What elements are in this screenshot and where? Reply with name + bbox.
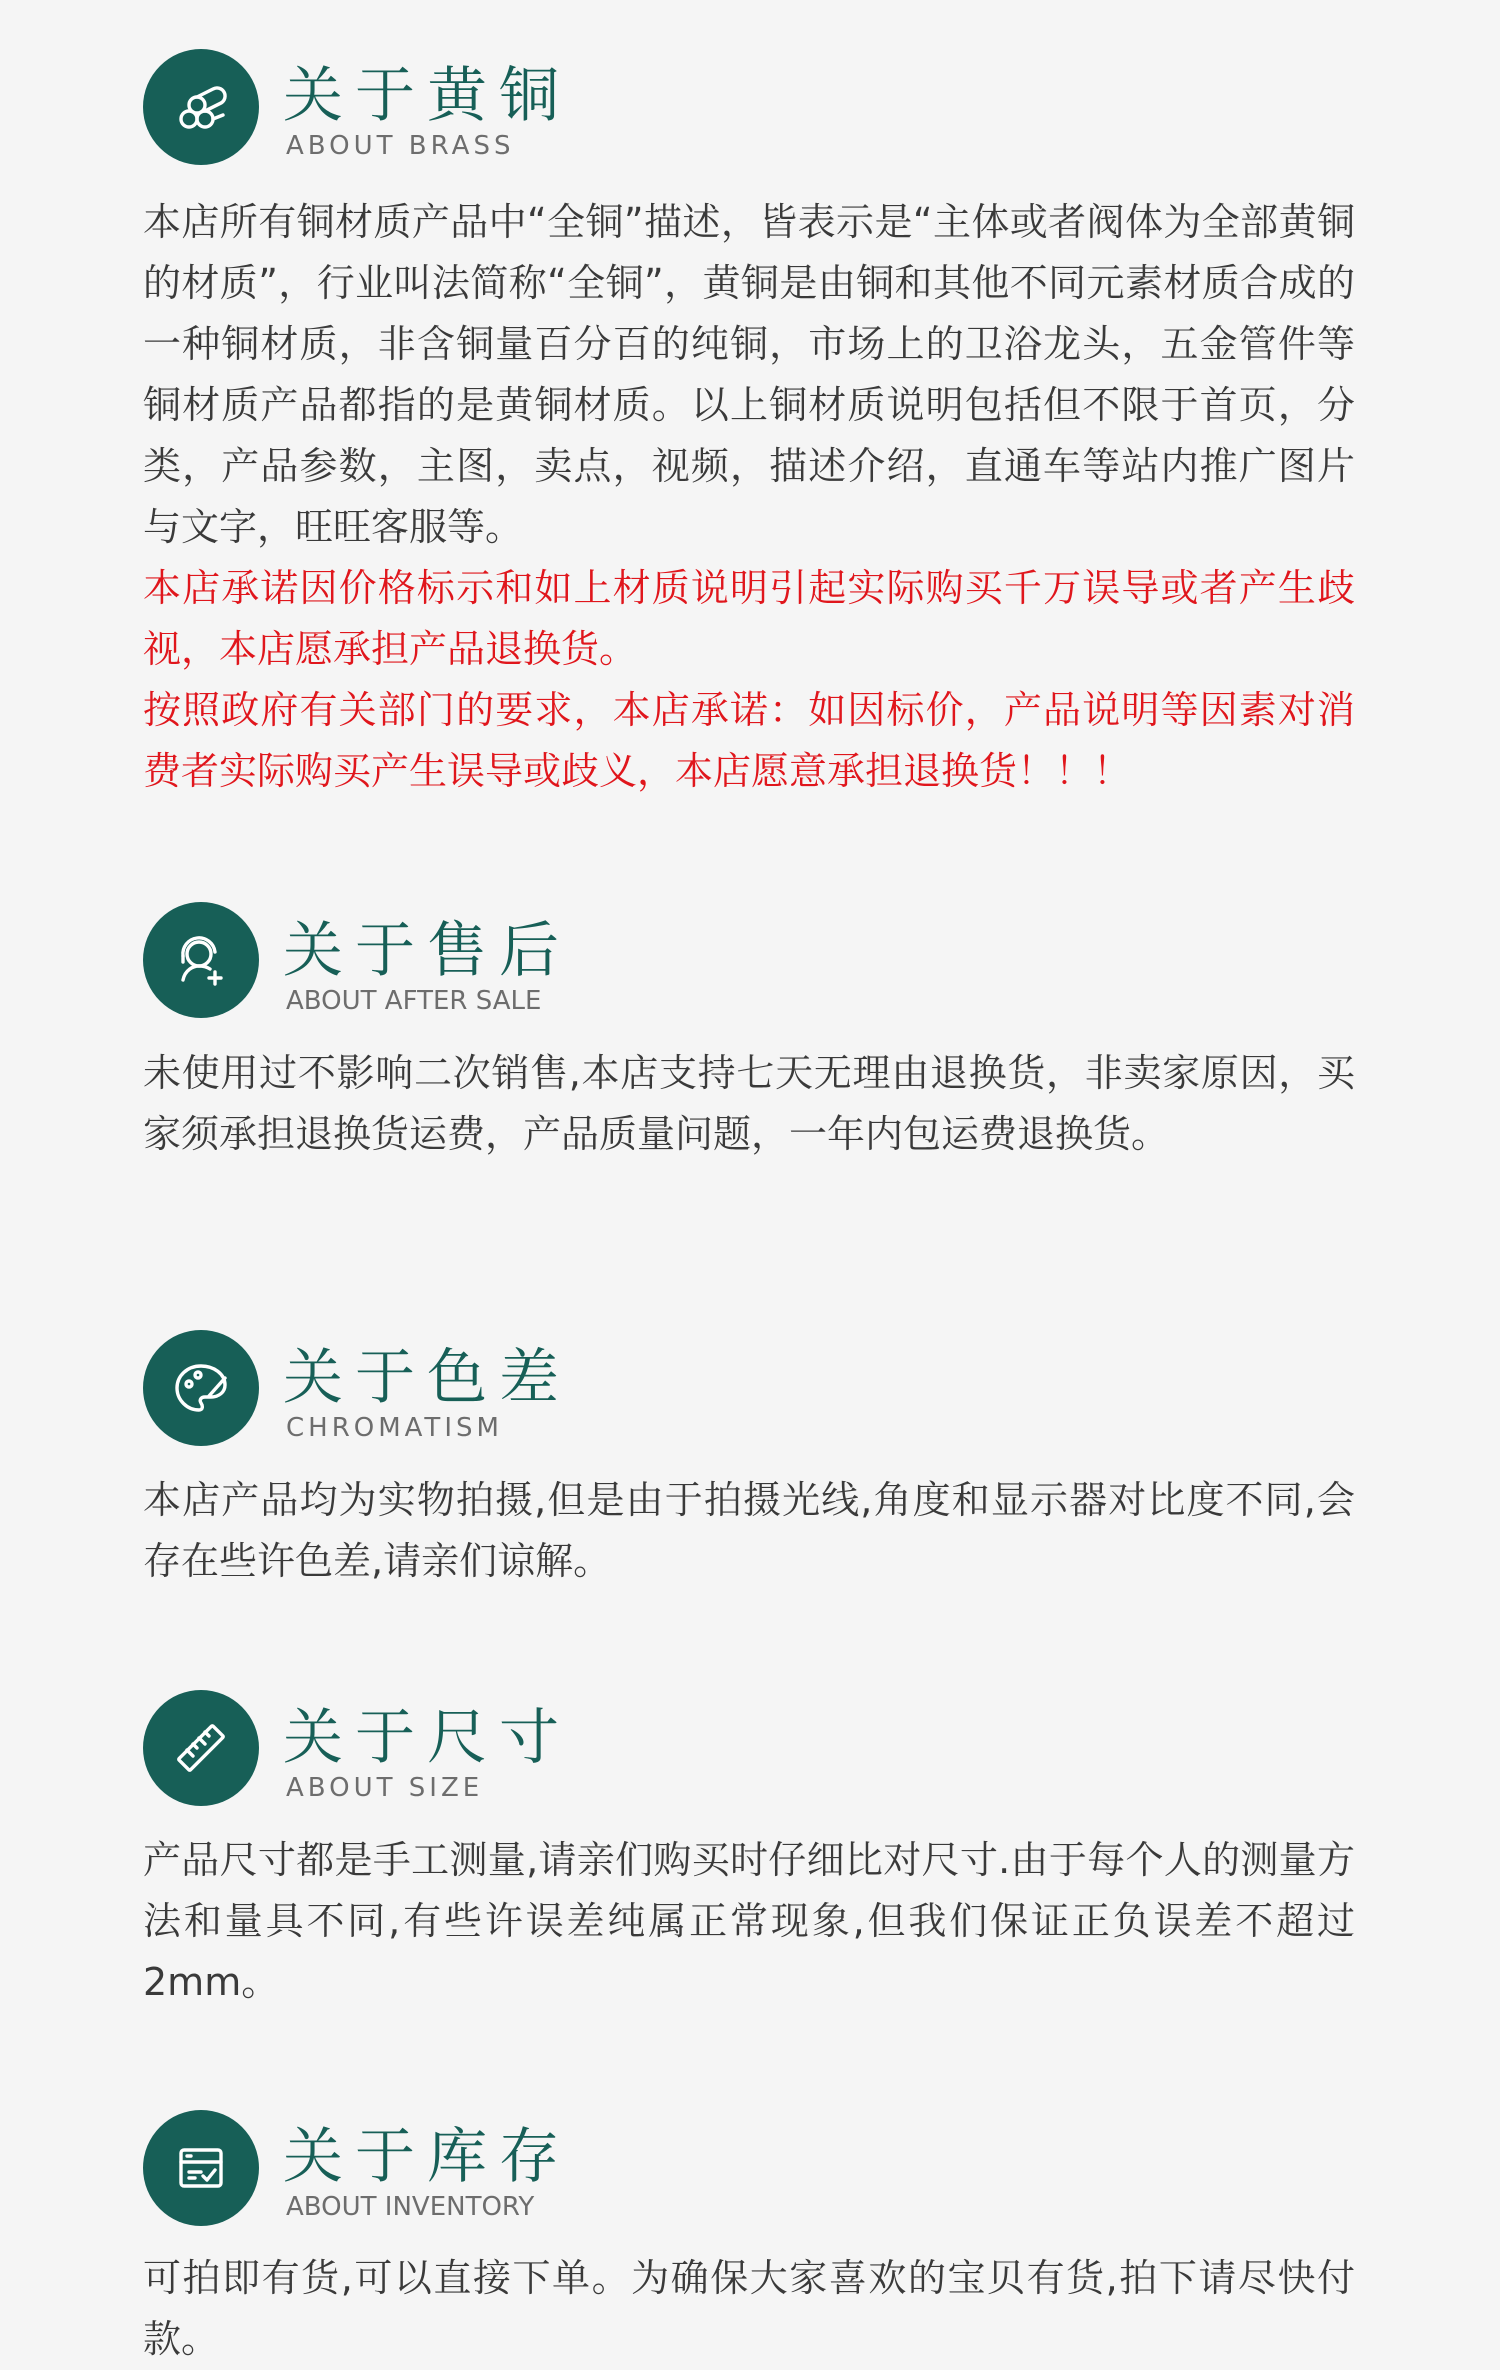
palette-icon <box>143 1330 259 1446</box>
section-notice-red: 按照政府有关部门的要求，本店承诺：如因标价，产品说明等因素对消费者实际购买产生误导或歧义，本店愿意承担退换货！！！ <box>143 688 1355 793</box>
section-title: 关于色差 <box>283 1343 571 1413</box>
inventory-box-icon <box>143 2110 259 2226</box>
section-title: 关于尺寸 <box>283 1703 571 1773</box>
section-subtitle: CHROMATISM <box>286 1413 503 1443</box>
section-subtitle: ABOUT SIZE <box>286 1773 484 1803</box>
section-paragraph: 产品尺寸都是手工测量,请亲们购买时仔细比对尺寸.由于每个人的测量方法和量具不同,有些许误差纯属正常现象,但我们保证正负误差不超过2mm。 <box>143 1838 1355 2004</box>
section-subtitle: ABOUT BRASS <box>286 131 515 161</box>
ruler-icon <box>143 1690 259 1806</box>
section-subtitle: ABOUT INVENTORY <box>286 2192 535 2222</box>
section-notice-red: 本店承诺因价格标示和如上材质说明引起实际购买千万误导或者产生歧视，本店愿承担产品退换货。 <box>143 566 1355 671</box>
brass-pipes-icon <box>143 49 259 165</box>
section-title: 关于售后 <box>283 916 571 986</box>
section-paragraph: 本店产品均为实物拍摄,但是由于拍摄光线,角度和显示器对比度不同,会存在些许色差,请亲们谅解。 <box>143 1478 1355 1583</box>
section-paragraph: 本店所有铜材质产品中“全铜”描述，皆表示是“主体或者阀体为全部黄铜的材质”，行业叫法简称“全铜”，黄铜是由铜和其他不同元素材质合成的一种铜材质，非含铜量百分百的纯铜，市场上的卫浴龙头，五金管件等铜材质产品都指的是黄铜材质。以上铜材质说明包括但不限于首页，分类，产品参数，主图，卖点，视频，描述介绍，直通车等站内推广图片与文字，旺旺客服等。 <box>143 200 1355 549</box>
section-title: 关于黄铜 <box>283 61 571 131</box>
section-title: 关于库存 <box>283 2122 571 2192</box>
section-subtitle: ABOUT AFTER SALE <box>286 986 542 1016</box>
section-paragraph: 未使用过不影响二次销售,本店支持七天无理由退换货，非卖家原因，买家须承担退换货运费，产品质量问题，一年内包运费退换货。 <box>143 1051 1355 1156</box>
customer-service-icon <box>143 902 259 1018</box>
section-paragraph: 可拍即有货,可以直接下单。为确保大家喜欢的宝贝有货,拍下请尽快付款。 <box>143 2256 1355 2361</box>
